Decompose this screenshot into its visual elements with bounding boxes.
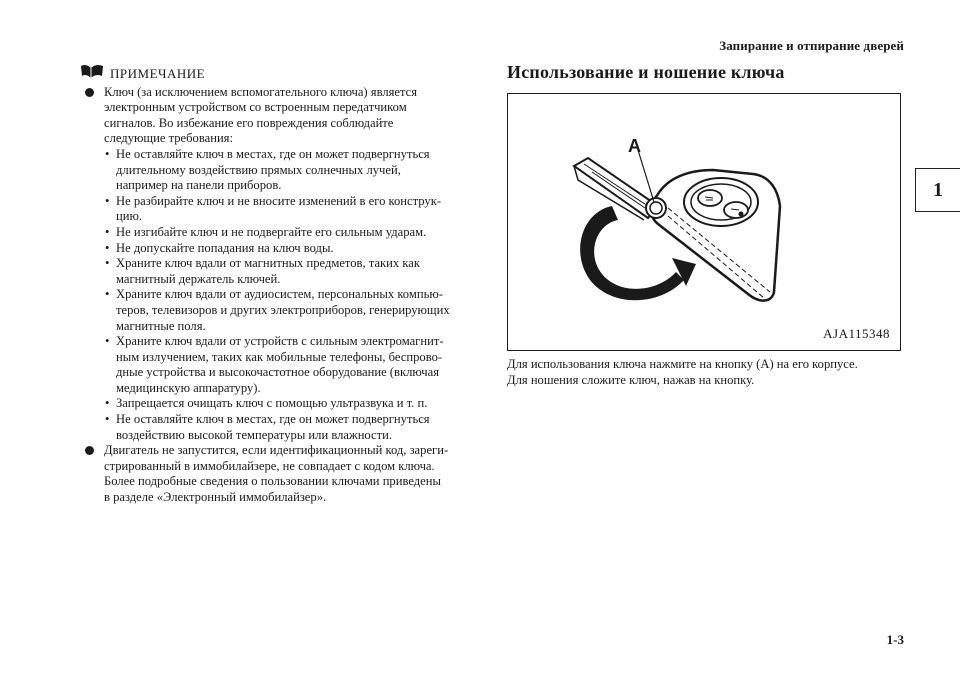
- page-number: 1-3: [886, 632, 904, 647]
- release-button: [646, 198, 666, 218]
- sub-bullet-line: ным излучением, таких как мобильные телефоны, беспрово-: [116, 349, 443, 364]
- sub-bullet-line: медицинскую аппаратуру).: [116, 380, 261, 395]
- note-bullet: [80, 85, 480, 444]
- sub-bullet-marker-icon: •: [105, 396, 110, 411]
- sub-bullet: [104, 334, 480, 396]
- sub-bullet-marker-icon: •: [105, 146, 110, 161]
- section-title: Использование и ношение ключа: [507, 62, 785, 82]
- bullet-line: сигналов. Во избежание его повреждения соблюдайте: [104, 115, 394, 130]
- bullet-line: в разделе «Электронный иммобилайзер».: [104, 490, 327, 505]
- note-label: ПРИМЕЧАНИЕ: [110, 65, 206, 81]
- sub-bullet-line: Не разбирайте ключ и не вносите изменений в его конструк-: [116, 193, 442, 208]
- usage-text: Для использования ключа нажмите на кнопку (A) на его корпусе.: [507, 357, 858, 371]
- sub-bullet-marker-icon: •: [105, 240, 110, 255]
- key-figure: [507, 93, 901, 351]
- sub-bullet-line: Не допускайте попадания на ключ воды.: [116, 240, 334, 255]
- bullet-line: стрированный в иммобилайзере, не совпадает с кодом ключа.: [104, 458, 435, 473]
- sub-bullet: [104, 412, 480, 443]
- note-header: [80, 63, 480, 84]
- sub-bullet-line: Храните ключ вдали от аудиосистем, персональных компью-: [116, 287, 443, 302]
- key-illustration: [508, 94, 902, 352]
- sub-bullet: [104, 256, 480, 287]
- bullet-line: Ключ (за исключением вспомогательного ключа) является: [104, 84, 418, 99]
- sub-bullet-marker-icon: •: [105, 412, 110, 427]
- sub-bullet-line: теров, телевизоров и других электроприборов, генерирующих: [116, 302, 450, 317]
- sub-bullet: [104, 287, 480, 334]
- sub-bullet-marker-icon: •: [105, 224, 110, 239]
- sub-bullet-line: дные устройства и высокочастотное оборудование (включая: [116, 365, 439, 380]
- sub-bullet-line: Храните ключ вдали от магнитных предметов, таких как: [116, 256, 420, 271]
- sub-bullet: [104, 396, 480, 412]
- bullet-line: следующие требования:: [104, 131, 233, 146]
- section-text: [507, 357, 907, 389]
- sub-bullet-marker-icon: •: [105, 256, 110, 271]
- sub-bullet-line: магнитные поля.: [116, 318, 206, 333]
- sub-bullet: [104, 147, 480, 194]
- bullet-line: Более подробные сведения о пользовании ключами приведены: [104, 474, 441, 489]
- sub-bullet: [104, 241, 480, 257]
- sub-bullet-line: Не оставляйте ключ в местах, где он может подвергнуться: [116, 146, 430, 161]
- bullet-line: электронным устройством со встроенным передатчиком: [104, 100, 407, 115]
- sub-bullet-line: например на панели приборов.: [116, 178, 282, 193]
- sub-bullet-marker-icon: •: [105, 334, 110, 349]
- bullet-dot-icon: [85, 88, 94, 97]
- chapter-tab: 1: [915, 168, 960, 212]
- sub-bullet: [104, 194, 480, 225]
- sub-bullet-line: цию.: [116, 209, 143, 224]
- bullet-dot-icon: [85, 446, 94, 455]
- sub-bullet-line: воздействию высокой температуры или влажности.: [116, 427, 393, 442]
- sub-bullet-line: длительному воздействию прямых солнечных лучей,: [116, 162, 401, 177]
- note-bullets: [80, 85, 480, 506]
- sub-bullet-line: магнитный держатель ключей.: [116, 271, 281, 286]
- figure-code: AJA115348: [823, 326, 890, 341]
- sub-bullet: [104, 225, 480, 241]
- bullet-line: Двигатель не запустится, если идентификационный код, зареги-: [104, 443, 449, 458]
- sub-bullet-marker-icon: •: [105, 193, 110, 208]
- carry-text: Для ношения сложите ключ, нажав на кнопку.: [507, 372, 755, 387]
- sub-bullet-line: Запрещается очищать ключ с помощью ультразвука и т. п.: [116, 396, 428, 411]
- sub-bullet-marker-icon: •: [105, 287, 110, 302]
- sub-bullet-line: Не изгибайте ключ и не подвергайте его сильным ударам.: [116, 224, 427, 239]
- key-section: [507, 62, 907, 389]
- header-title: Запирание и отпирание дверей: [719, 38, 904, 53]
- sub-bullet-line: Храните ключ вдали от устройств с сильным электромагнит-: [116, 334, 444, 349]
- pointing-hand-icon: [80, 63, 104, 84]
- sub-bullet-line: Не оставляйте ключ в местах, где он может подвергнуться: [116, 412, 430, 427]
- note-bullet: [80, 443, 480, 505]
- note-block: [80, 63, 480, 506]
- figure-label-a: A: [628, 136, 641, 156]
